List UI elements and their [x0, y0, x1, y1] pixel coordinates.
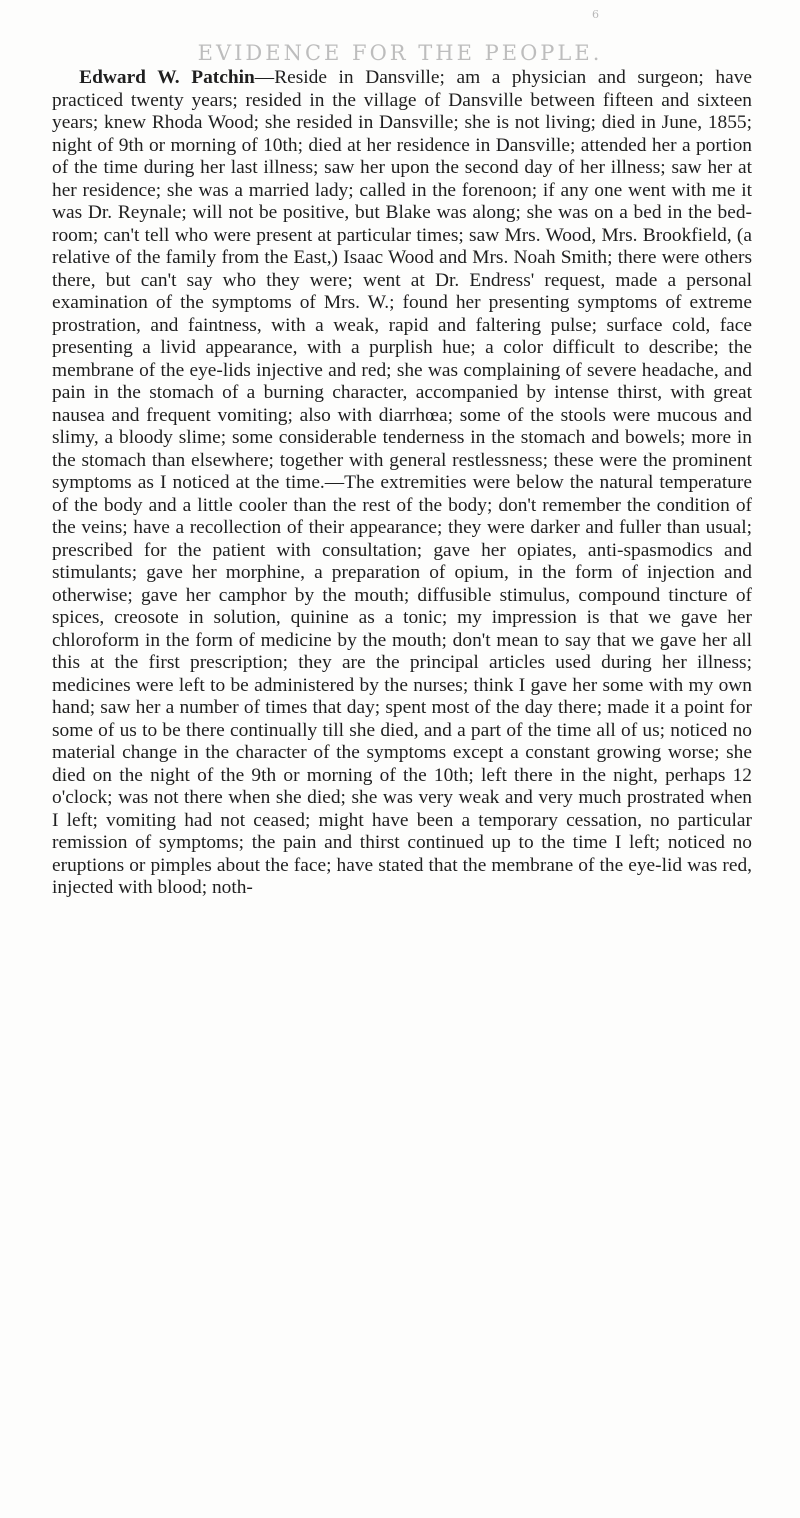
- witness-name: Edward W. Patchin: [79, 67, 255, 88]
- section-heading: EVIDENCE FOR THE PEOPLE.: [197, 41, 603, 65]
- testimony-paragraph: [52, 67, 752, 900]
- testimony-text: —Reside in Dansville; am a physician and surgeon; have practiced twenty years; resided in the village of Dansville between fifteen and sixteen years; knew Rhoda Wood; she resided in Dansville; she is not living; died in June, 1855; night of 9th or morning of 10th; died at her residence in Dansville; attended her a portion of the time during her last illness; saw her upon the second day of her illness; saw her at her residence; she was a married lady; called in the forenoon; if any one went with me it was Dr. Reynale; will not be positive, but Blake was along; she was on a bed in the bed-room; can't tell who were present at particular times; saw Mrs. Wood, Mrs. Brookfield, (a relative of the family from the East,) Isaac Wood and Mrs. Noah Smith; there were others there, but can't say who they were; went at Dr. Endress' request, made a personal examination of the symptoms of Mrs. W.; found her presenting symptoms of extreme prostration, and faintness, with a weak, rapid and faltering pulse; surface cold, face presenting a livid appearance, with a purplish hue; a color difficult to describe; the membrane of the eye-lids injective and red; she was complaining of severe headache, and pain in the stomach of a burning character, accompanied by intense thirst, with great nausea and frequent vomiting; also with diarrhœa; some of the stools were mucous and slimy, a bloody slime; some considerable tenderness in the stomach and bowels; more in the stomach than elsewhere; together with general restlessness; these were the prominent symptoms as I noticed at the time.—The extremities were below the natural temperature of the body and a little cooler than the rest of the body; don't remember the condition of the veins; have a recollection of their appearance; they were darker and fuller than usual; prescribed for the patient with consultation; gave her opiates, anti-spasmodics and stimulants; gave her morphine, a preparation of opium, in the form of injection and otherwise; gave her camphor by the mouth; diffusible stimulus, compound tincture of spices, creosote in solution, quinine as a tonic; my impression is that we gave her chloroform in the form of medicine by the mouth; don't mean to say that we gave her all this at the first prescription; they are the principal articles used during her illness; medicines were left to be administered by the nurses; think I gave her some with my own hand; saw her a number of times that day; spent most of the day there; made it a point for some of us to be there continually till she died, and a part of the time all of us; noticed no material change in the character of the symptoms except a constant growing worse; she died on the night of the 9th or morning of the 10th; left there in the night, perhaps 12 o'clock; was not there when she died; she was very weak and very much prostrated when I left; vomiting had not ceased; might have been a temporary cessation, no particular remission of symptoms; the pain and thirst continued up to the time I left; noticed no eruptions or pimples about the face; have stated that the membrane of the eye-lid was red, injected with blood; noth-: [52, 67, 753, 898]
- page-number: 6: [592, 8, 599, 21]
